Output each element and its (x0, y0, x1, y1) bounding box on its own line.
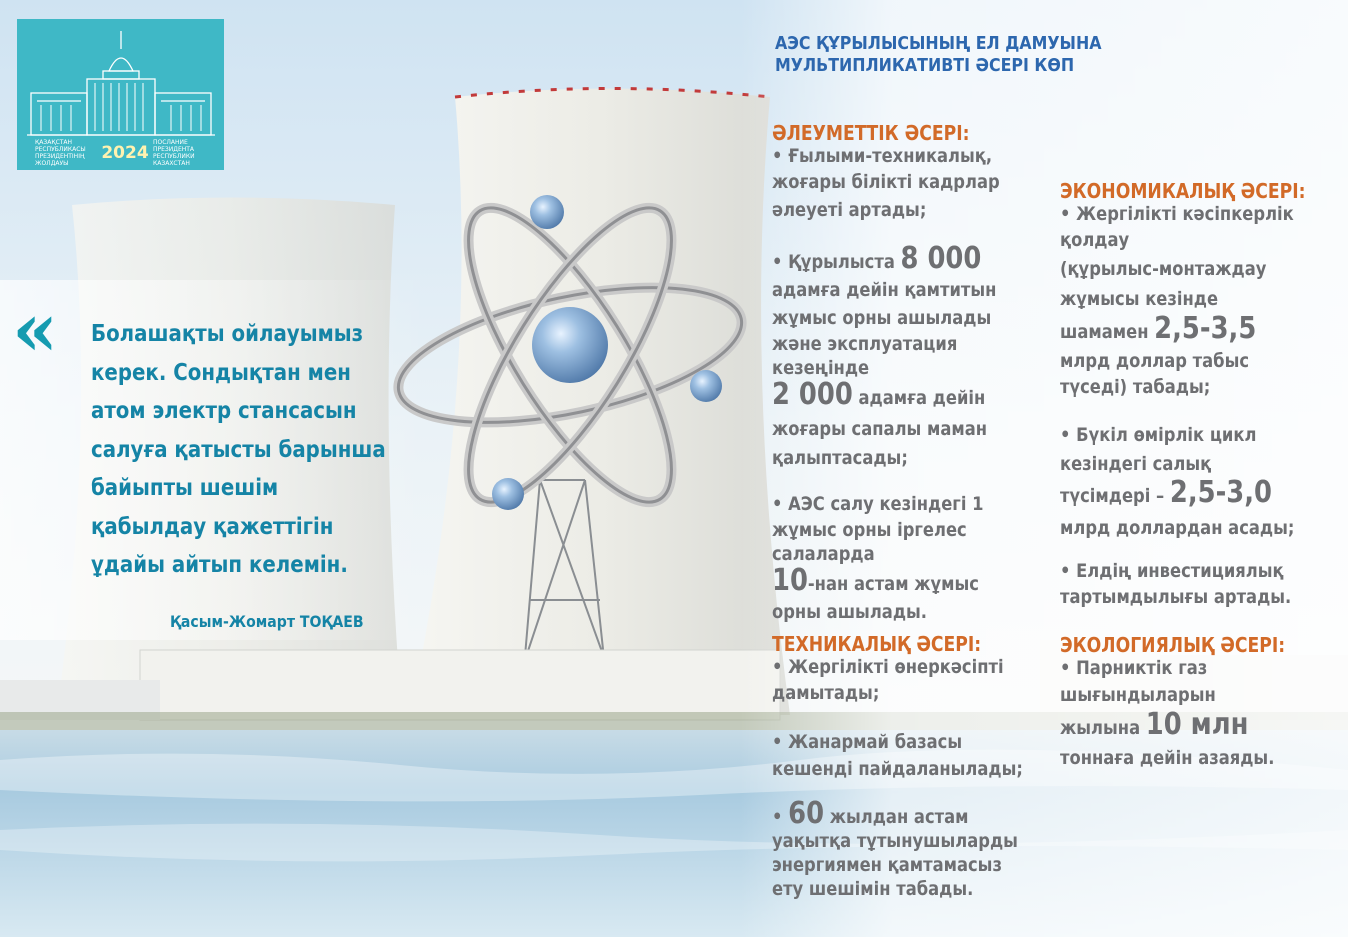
technical-heading: ТЕХНИКАЛЫҚ ӘСЕРІ: (772, 632, 982, 656)
list-item: жұмыс орны іргелес (772, 519, 967, 541)
list-item: • АЭС салу кезіндегі 1 (772, 493, 984, 515)
list-item: кешенді пайдаланылады; (772, 758, 1023, 780)
logo-caption-right: ПОСЛАНИЕ ПРЕЗИДЕНТА РЕСПУБЛИКИ КАЗАХСТАН (153, 139, 195, 167)
list-item: түсімдері – 2,5-3,0 (1060, 475, 1273, 510)
list-item: түседі) табады; (1060, 376, 1211, 398)
ecological-heading: ЭКОЛОГИЯЛЫҚ ӘСЕРІ: (1060, 633, 1286, 657)
list-item: • Жергілікті өнеркәсіпті (772, 656, 1004, 678)
list-item: уақытқа тұтынушыларды (772, 830, 1018, 852)
list-item: әлеуеті артады; (772, 199, 927, 221)
list-item: салаларда (772, 543, 875, 565)
list-item: жұмысы кезінде (1060, 288, 1219, 310)
list-item: кезіндегі салық (1060, 453, 1212, 475)
economic-heading: ЭКОНОМИКАЛЫҚ ӘСЕРІ: (1060, 179, 1306, 203)
list-item: • Ғылыми-техникалық, (772, 145, 993, 167)
list-item: кезеңінде (772, 357, 870, 379)
list-item: қолдау (1060, 229, 1130, 251)
ecological-effects-section (1060, 634, 1285, 772)
list-item: қалыптасады; (772, 447, 908, 469)
logo-caption-left: ҚАЗАҚСТАН РЕСПУБЛИКАСЫ ПРЕЗИДЕНТІНІҢ ЖОЛДАУЫ (35, 139, 86, 167)
list-item: • Бүкіл өмірлік цикл (1060, 424, 1257, 446)
social-heading: ӘЛЕУМЕТТІК ӘСЕРІ: (772, 121, 970, 145)
list-item: млрд доллардан асады; (1060, 517, 1295, 539)
list-item: • Жанармай базасы (772, 731, 963, 753)
list-item: млрд доллар табыс (1060, 350, 1250, 372)
logo-year: 2024 (101, 143, 149, 163)
list-item: адамға дейін қамтитын (772, 279, 997, 301)
list-item: 10-нан астам жұмыс (772, 563, 979, 598)
list-item: • 60 жылдан астам (772, 796, 969, 831)
list-item: • Парниктік газ (1060, 657, 1208, 679)
list-item: ету шешімін табады. (772, 878, 974, 900)
infographic-title: АЭС ҚҰРЫЛЫСЫНЫҢ ЕЛ ДАМУЫНА МУЛЬТИПЛИКАТИВТІ ӘСЕРІ КӨП (775, 33, 1102, 76)
quote-author: Қасым-Жомарт ТОҚАЕВ (170, 612, 364, 631)
list-item: • Елдің инвестициялық (1060, 560, 1284, 582)
social-effects-section (772, 122, 1000, 626)
list-item: және эксплуатация (772, 333, 958, 355)
list-item: 2 000 адамға дейін (772, 377, 986, 412)
economic-effects-section (1060, 180, 1305, 610)
list-item: жоғары білікті кадрлар (772, 171, 1000, 193)
presidential-address-logo (17, 19, 224, 170)
list-item: орны ашылады. (772, 601, 928, 623)
list-item: шамамен 2,5-3,5 (1060, 311, 1257, 346)
list-item: жұмыс орны ашылады (772, 307, 992, 329)
list-item: (құрылыс-монтаждау (1060, 258, 1267, 280)
quote-mark-icon: « (12, 287, 59, 373)
list-item: • Құрылыста 8 000 (772, 241, 982, 276)
technical-effects-section (772, 633, 1023, 901)
list-item: жылына 10 млн (1060, 707, 1249, 742)
list-item: жоғары сапалы маман (772, 418, 988, 440)
list-item: тоннаға дейін азаяды. (1060, 747, 1275, 769)
list-item: энергиямен қамтамасыз (772, 854, 1002, 876)
president-quote: Болашақты ойлауымыз керек. Сондықтан мен атом электр стансасын салуға қатысты барынша байыпты шешім қабылдау қажеттігін ұдайы айтып келемін. (91, 321, 386, 578)
list-item: тартымдылығы артады. (1060, 586, 1292, 608)
list-item: дамытады; (772, 682, 880, 704)
list-item: шығындыларын (1060, 684, 1216, 706)
list-item: • Жергілікті кәсіпкерлік (1060, 203, 1294, 225)
